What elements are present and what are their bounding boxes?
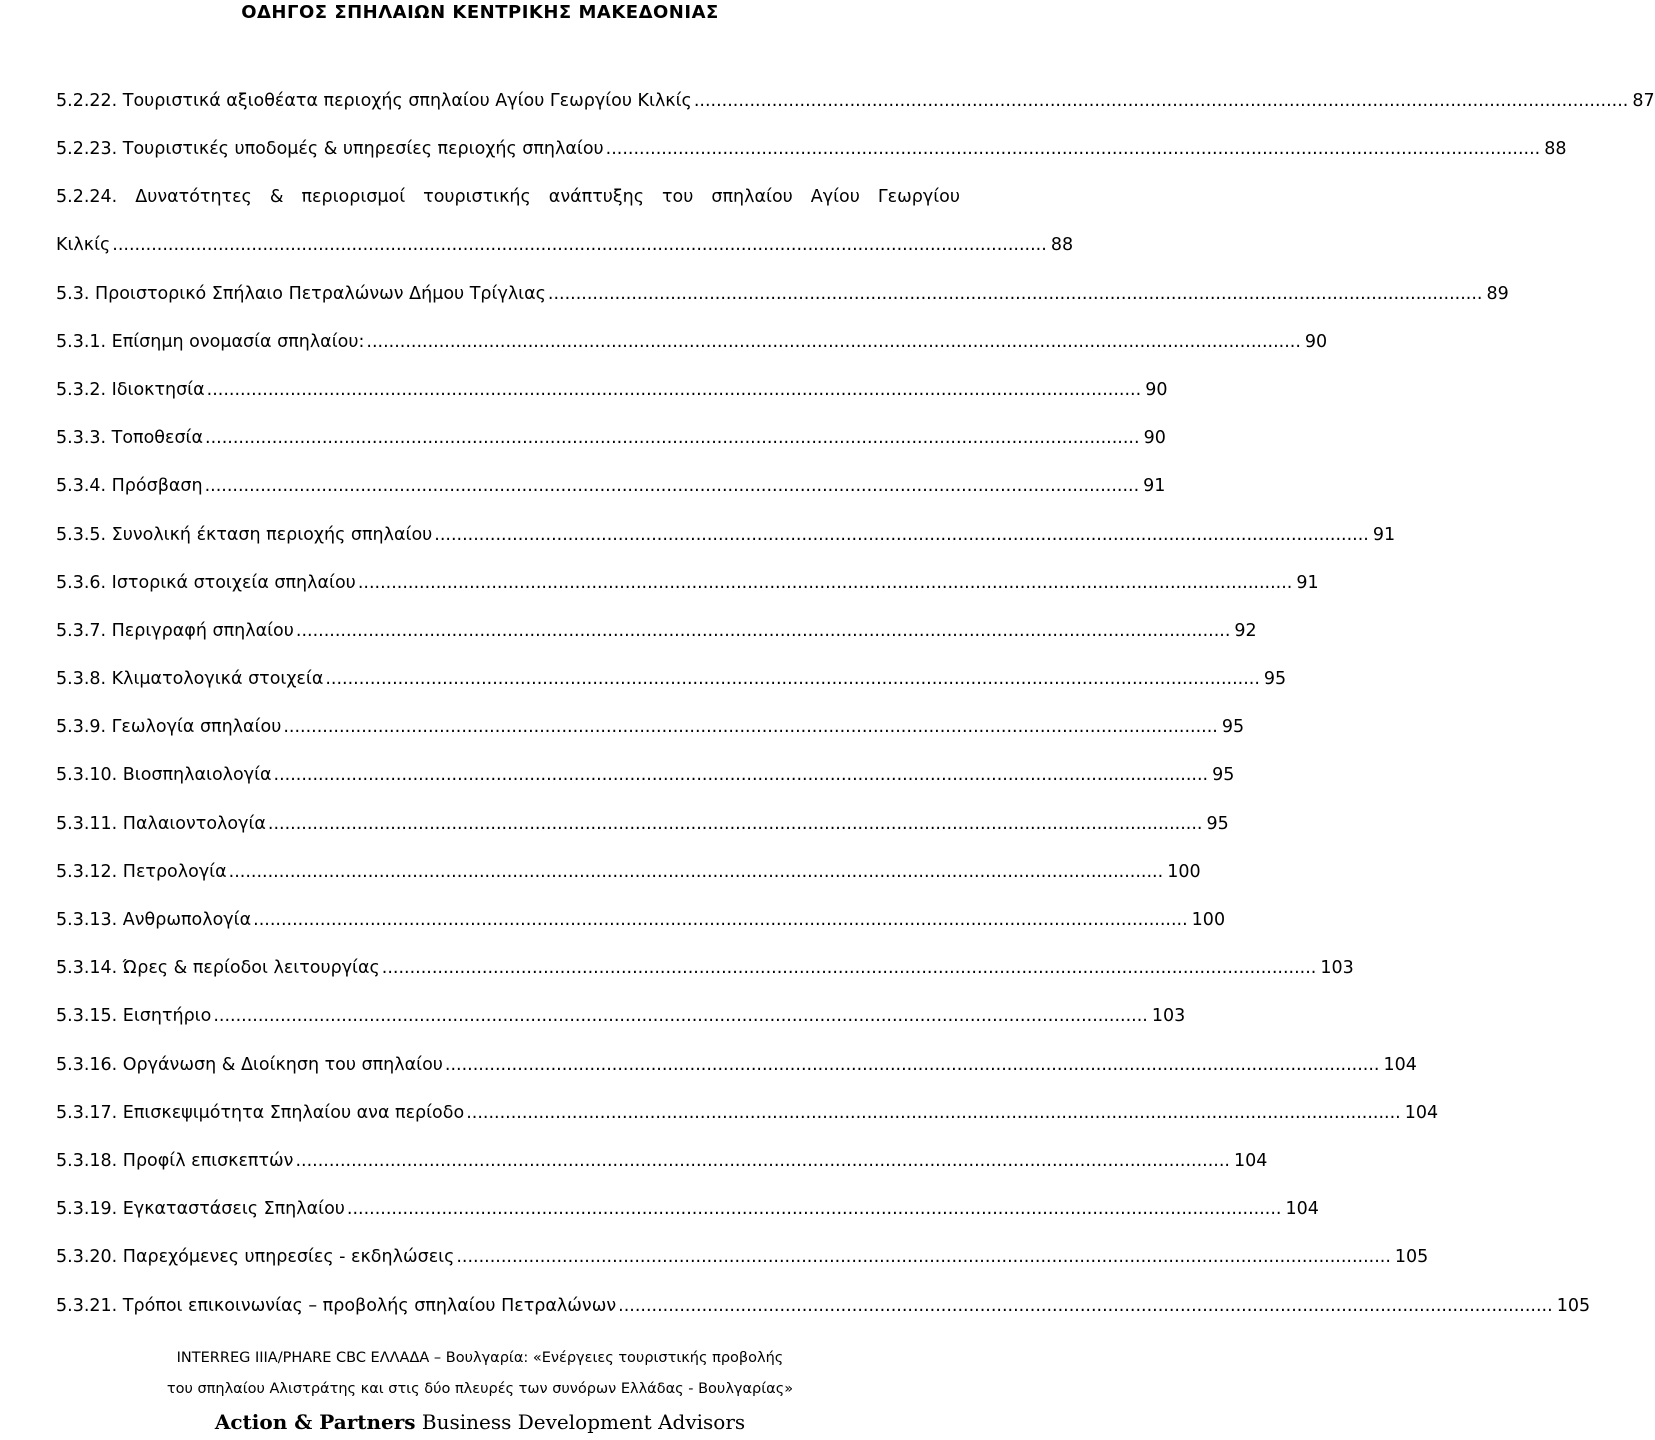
toc-entry[interactable] <box>56 1197 1319 1221</box>
leader-dots: ........................................................................................................................................................................ <box>381 958 1317 979</box>
leader-dots: ........................................................................................................................................................................ <box>444 1054 1380 1075</box>
leader-dots: ........................................................................................................................................................................ <box>434 524 1369 545</box>
leader-dots: ........................................................................................................................................................................ <box>325 669 1260 690</box>
toc-entry-title: 5.3.6. Ιστορικά στοιχεία σπηλαίου <box>56 572 356 593</box>
toc-entry[interactable] <box>56 474 1166 498</box>
toc-entry[interactable] <box>56 330 1328 354</box>
toc-page-number: 90 <box>1304 331 1328 352</box>
toc-entry-title: 5.3.11. Παλαιοντολογία <box>56 813 266 834</box>
toc-entry-title: 5.3.8. Κλιματολογικά στοιχεία <box>56 669 324 690</box>
toc-page-number: 88 <box>1050 235 1074 256</box>
toc-page-number: 91 <box>1372 524 1396 545</box>
toc-page-number: 90 <box>1145 379 1168 400</box>
toc-entry[interactable] <box>56 908 1226 932</box>
leader-dots: ........................................................................................................................................................................ <box>366 331 1301 352</box>
toc-page-number: 90 <box>1143 428 1166 449</box>
leader-dots: ........................................................................................................................................................................ <box>547 283 1483 304</box>
toc-page-number: 104 <box>1233 1150 1268 1171</box>
leader-dots: ........................................................................................................................................................................ <box>267 813 1203 834</box>
toc-page-number: 89 <box>1486 283 1509 304</box>
toc-entry[interactable] <box>56 282 1509 306</box>
toc-entry-title: 5.3.2. Ιδιοκτησία <box>56 379 205 400</box>
toc-entry-title: 5.3.17. Επισκεψιμότητα Σπηλαίου ανα περίοδο <box>56 1102 465 1123</box>
leader-dots: ........................................................................................................................................................................ <box>605 139 1541 160</box>
toc-entry-title: 5.2.23. Τουριστικές υποδομές & υπηρεσίες περιοχής σπηλαίου <box>56 139 604 160</box>
toc-entry-title: 5.3.21. Τρόποι επικοινωνίας – προβολής σπηλαίου Πετραλώνων <box>56 1295 617 1316</box>
toc-entry-title: 5.3.18. Προφίλ επισκεπτών <box>56 1150 294 1171</box>
leader-dots: ........................................................................................................................................................................ <box>466 1102 1401 1123</box>
toc-entry[interactable] <box>56 619 1257 643</box>
toc-entry[interactable] <box>56 763 1235 787</box>
toc-entry[interactable] <box>56 715 1245 739</box>
company-tagline: Business Development Advisors <box>421 1410 746 1434</box>
toc-page-number: 95 <box>1212 765 1235 786</box>
toc-page-number: 91 <box>1296 572 1319 593</box>
toc-entry-title: 5.3.14. Ώρες & περίοδοι λειτουργίας <box>56 958 380 979</box>
footer-program-line: INTERREG IIIA/PHARE CBC ΕΛΛΑΔΑ – Βουλγαρία: «Ενέργειες τουριστικής προβολής <box>176 1350 784 1366</box>
leader-dots: ........................................................................................................................................................................ <box>204 476 1140 497</box>
toc-entry[interactable] <box>56 378 1168 402</box>
toc-page-number: 95 <box>1263 669 1287 690</box>
toc-entry-title-line1: 5.2.24. Δυνατότητες & περιορισμοί τουριστικής ανάπτυξης του σπηλαίου Αγίου Γεωργίου <box>56 187 960 208</box>
toc-page-number: 88 <box>1544 139 1567 160</box>
toc-entry[interactable] <box>56 860 1201 884</box>
leader-dots: ........................................................................................................................................................................ <box>206 379 1142 400</box>
toc-entry-title: 5.3.10. Βιοσπηλαιολογία <box>56 765 272 786</box>
toc-entry[interactable] <box>56 89 1655 113</box>
leader-dots: ........................................................................................................................................................................ <box>205 428 1140 449</box>
toc-entry-title: 5.3.5. Συνολική έκταση περιοχής σπηλαίου <box>56 524 433 545</box>
toc-page-number: 87 <box>1632 91 1655 111</box>
footer-project-line: του σπηλαίου Αλιστράτης και στις δύο πλευρές των συνόρων Ελλάδας - Βουλγαρίας» <box>166 1381 794 1397</box>
toc-page-number: 100 <box>1167 861 1201 882</box>
toc-page-number: 100 <box>1191 910 1226 930</box>
toc-page-number: 104 <box>1285 1199 1319 1220</box>
leader-dots: ........................................................................................................................................................................ <box>456 1247 1391 1268</box>
toc-page-number: 103 <box>1320 958 1354 979</box>
toc-entry[interactable] <box>56 523 1396 547</box>
toc-entry[interactable] <box>56 667 1287 691</box>
leader-dots: ........................................................................................................................................................................ <box>253 910 1188 930</box>
toc-page-number: 91 <box>1143 476 1166 497</box>
toc-entry-title: 5.3. Προιστορικό Σπήλαιο Πετραλώνων Δήμου Τρίγλιας <box>56 283 546 304</box>
leader-dots: ........................................................................................................................................................................ <box>346 1199 1282 1220</box>
toc-entry[interactable] <box>56 812 1229 836</box>
toc-page-number: 104 <box>1404 1102 1439 1123</box>
toc-entry-title: Κιλκίς <box>56 235 111 256</box>
toc-page-number: 103 <box>1151 1006 1186 1027</box>
leader-dots: ........................................................................................................................................................................ <box>693 91 1629 111</box>
toc-entry-title: 5.3.13. Ανθρωπολογία <box>56 910 252 930</box>
leader-dots: ........................................................................................................................................................................ <box>295 620 1231 641</box>
leader-dots: ........................................................................................................................................................................ <box>228 861 1164 882</box>
leader-dots: ........................................................................................................................................................................ <box>618 1295 1553 1316</box>
toc-entry-title: 5.3.3. Τοποθεσία <box>56 428 204 449</box>
toc-page-number: 105 <box>1556 1295 1591 1316</box>
leader-dots: ........................................................................................................................................................................ <box>213 1006 1148 1027</box>
toc-entry[interactable] <box>56 1053 1417 1077</box>
toc-entry[interactable] <box>56 1149 1268 1173</box>
leader-dots: ........................................................................................................................................................................ <box>273 765 1209 786</box>
toc-entry-title: 5.3.16. Οργάνωση & Διοίκηση του σπηλαίου <box>56 1054 443 1075</box>
toc-entry-title: 5.3.20. Παρεχόμενες υπηρεσίες - εκδηλώσεις <box>56 1247 455 1268</box>
toc-entry[interactable] <box>56 1245 1429 1269</box>
toc-entry-title: 5.3.4. Πρόσβαση <box>56 476 203 497</box>
toc-page-number: 104 <box>1383 1054 1417 1075</box>
toc-entry-title: 5.3.15. Εισητήριο <box>56 1006 212 1027</box>
toc-entry-title: 5.3.12. Πετρολογία <box>56 861 227 882</box>
toc-entry[interactable] <box>56 956 1354 980</box>
toc-entry-title: 5.3.9. Γεωλογία σπηλαίου <box>56 717 282 738</box>
footer-company <box>0 1410 960 1434</box>
toc-page-number: 92 <box>1234 620 1257 641</box>
toc-entry[interactable] <box>56 571 1319 595</box>
toc-entry[interactable] <box>56 426 1166 450</box>
table-of-contents <box>56 89 1655 1342</box>
toc-entry[interactable] <box>56 137 1567 161</box>
toc-entry[interactable] <box>56 185 1074 257</box>
toc-page-number: 95 <box>1221 717 1245 738</box>
toc-entry[interactable] <box>56 1101 1439 1125</box>
leader-dots: ........................................................................................................................................................................ <box>283 717 1218 738</box>
company-name: Action & Partners <box>214 1410 416 1434</box>
toc-entry-title: 5.3.7. Περιγραφή σπηλαίου <box>56 620 294 641</box>
toc-entry-title: 5.2.22. Τουριστικά αξιοθέατα περιοχής σπηλαίου Αγίου Γεωργίου Κιλκίς <box>56 91 692 111</box>
leader-dots: ........................................................................................................................................................................ <box>295 1150 1230 1171</box>
toc-page-number: 105 <box>1394 1247 1429 1268</box>
toc-entry[interactable] <box>56 1294 1591 1318</box>
leader-dots: ........................................................................................................................................................................ <box>112 235 1047 256</box>
toc-page-number: 95 <box>1206 813 1229 834</box>
document-header: ΟΔΗΓΟΣ ΣΠΗΛΑΙΩΝ ΚΕΝΤΡΙΚΗΣ ΜΑΚΕΔΟΝΙΑΣ <box>241 2 719 23</box>
toc-entry-title: 5.3.19. Εγκαταστάσεις Σπηλαίου <box>56 1199 345 1220</box>
toc-entry[interactable] <box>56 1004 1186 1028</box>
toc-entry-title: 5.3.1. Επίσημη ονομασία σπηλαίου: <box>56 331 365 352</box>
leader-dots: ........................................................................................................................................................................ <box>357 572 1293 593</box>
